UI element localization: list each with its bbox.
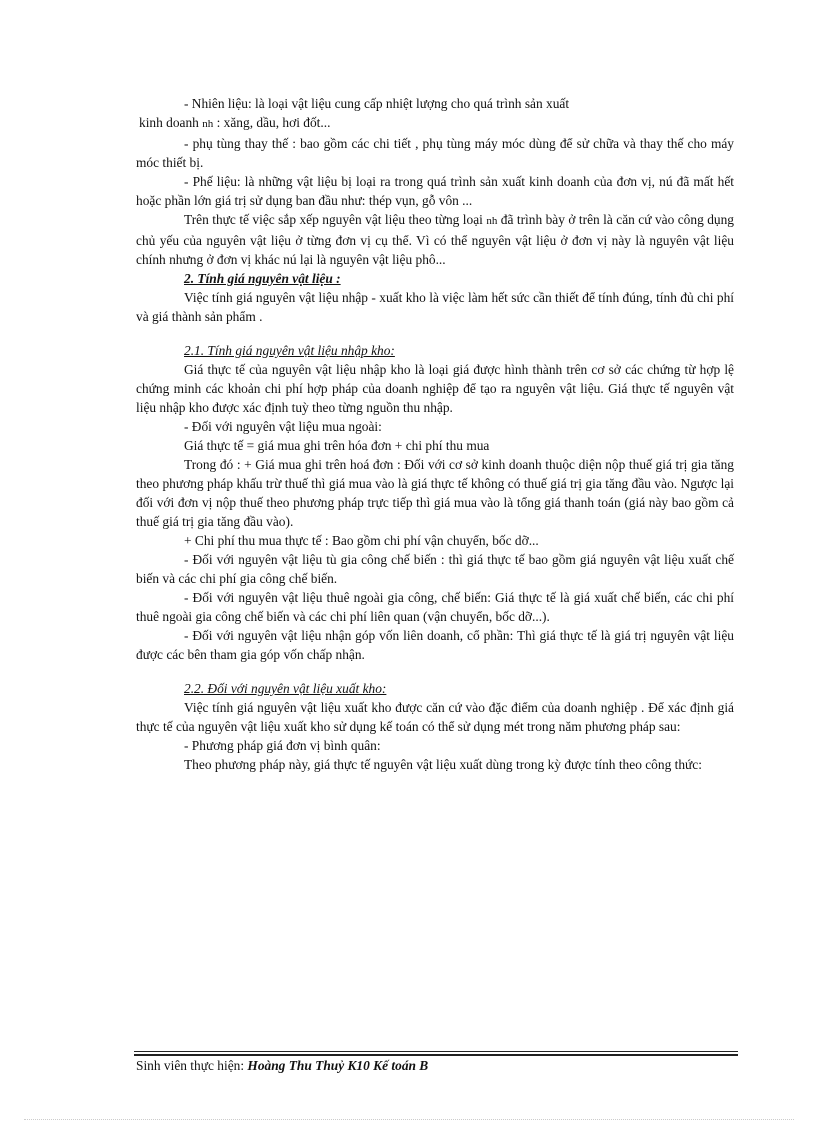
section-2-1-formula: Giá thực tế = giá mua ghi trên hóa đơn + chi phí thu mua (184, 438, 490, 453)
section-2-heading: 2. Tính giá nguyên vật liệu : (184, 271, 341, 286)
section-2-1-p4: Trong đó : + Giá mua ghi trên hoá đơn : Đối với cơ sở kinh doanh thuộc diện nộp thuế giá trị gia tăng theo phương pháp khấu trừ thuế thì giá mua vào là giá thực tế không có thuế giá trị gia tăng đầu vào. Ngược lại đối với đơn vị nộp thuế theo phương pháp trực tiếp thì giá mua vào là tổng giá thanh toán (giá này bao gồm cả thuế giá trị gia tăng đầu vào). (136, 457, 734, 529)
text: : xăng, dầu, hơi đốt... (213, 115, 331, 130)
footer-label: Sinh viên thực hiện: (136, 1058, 245, 1073)
footer-author: Hoàng Thu Thuỷ K10 Kế toán B (247, 1058, 429, 1073)
section-2-2-p1: Việc tính giá nguyên vật liệu xuất kho được căn cứ vào đặc điểm của doanh nghiệp . Để xác định giá thực tế của nguyên vật liệu xuất kho sử dụng kế toán có thể sử dụng mét trong năm phương pháp sau: (136, 700, 734, 734)
spacer (136, 664, 734, 679)
section-2-1-p6: - Đối với nguyên vật liệu tù gia công chế biến : thì giá thực tế bao gồm giá nguyên vật liệu xuất chế biến và các chi phí gia công chế biến. (136, 552, 734, 586)
footer-divider (134, 1051, 738, 1052)
section-2-2-p2: - Phương pháp giá đơn vị bình quân: (184, 738, 381, 753)
page-bottom-edge (24, 1119, 794, 1120)
section-2-2-heading: 2.2. Đối với nguyên vật liệu xuất kho: (184, 681, 387, 696)
spacer (136, 326, 734, 341)
text: đã trình bày ở trên là căn cứ vào công dụng chủ yếu của nguyên vật liệu ở từng đơn vị cụ thể. Vì có thể nguyên vật liệu ở đơn vị này là nguyên vật liệu chính nhưng ở đơn vị khác nú lại là nguyên vật liệu phô... (136, 212, 734, 267)
section-2-intro: Việc tính giá nguyên vật liệu nhập - xuất kho là việc làm hết sức cần thiết để tính đúng, tính đủ chi phí và giá thành sản phẩm . (136, 290, 734, 324)
text: - Nhiên liệu: là loại vật liệu cung cấp nhiệt lượng cho quá trình sản xuất (184, 96, 570, 111)
text: Trên thực tế việc sắp xếp nguyên vật liệu theo từng loại (184, 212, 487, 227)
section-2-1-p1: Giá thực tế của nguyên vật liệu nhập kho là loại giá được hình thành trên cơ sở các chứng từ hợp lệ chứng minh các khoản chi phí hợp pháp của doanh nghiệp để tạo ra nguyên vật liệu. Giá thực tế nguyên vật liệu nhập kho được xác định tuỳ theo từng nguồn thu nhập. (136, 362, 734, 415)
text-small: nh (486, 215, 498, 227)
paragraph-classification (136, 210, 734, 269)
section-2-1-p2: - Đối với nguyên vật liệu mua ngoài: (184, 419, 382, 434)
document-body (136, 94, 734, 774)
paragraph-fuel-cont (136, 113, 734, 134)
paragraph-spare-parts: - phụ tùng thay thế : bao gồm các chi tiết , phụ tùng máy móc dùng để sử chữa và thay thế cho máy móc thiết bị. (136, 136, 734, 170)
section-2-1-p7: - Đối với nguyên vật liệu thuê ngoài gia công, chế biến: Giá thực tế là giá xuất chế biến, các chi phí thuê ngoài gia công chế biến và các chi phí liên quan (vận chuyển, bốc dỡ...). (136, 590, 734, 624)
text-small: nh (202, 118, 214, 130)
section-2-2-p3: Theo phương pháp này, giá thực tế nguyên vật liệu xuất dùng trong kỳ được tính theo công thức: (184, 757, 702, 772)
footer-divider-thick (134, 1054, 738, 1056)
page-footer (136, 1058, 428, 1074)
paragraph-fuel (136, 94, 734, 113)
paragraph-scrap: - Phế liệu: là những vật liệu bị loại ra trong quá trình sản xuất kinh doanh của đơn vị, nú đã mất hết hoặc phần lớn giá trị sử dụng ban đầu như: thép vụn, gỗ vôn ... (136, 174, 734, 208)
section-2-1-heading: 2.1. Tính giá nguyên vật liệu nhập kho: (184, 343, 395, 358)
section-2-1-p8: - Đối với nguyên vật liệu nhận góp vốn liên doanh, cổ phần: Thì giá thực tế là giá trị nguyên vật liệu được các bên tham gia góp vốn chấp nhận. (136, 628, 734, 662)
text: kinh doanh (139, 115, 199, 130)
section-2-1-p5: + Chi phí thu mua thực tế : Bao gồm chi phí vận chuyển, bốc dỡ... (184, 533, 539, 548)
